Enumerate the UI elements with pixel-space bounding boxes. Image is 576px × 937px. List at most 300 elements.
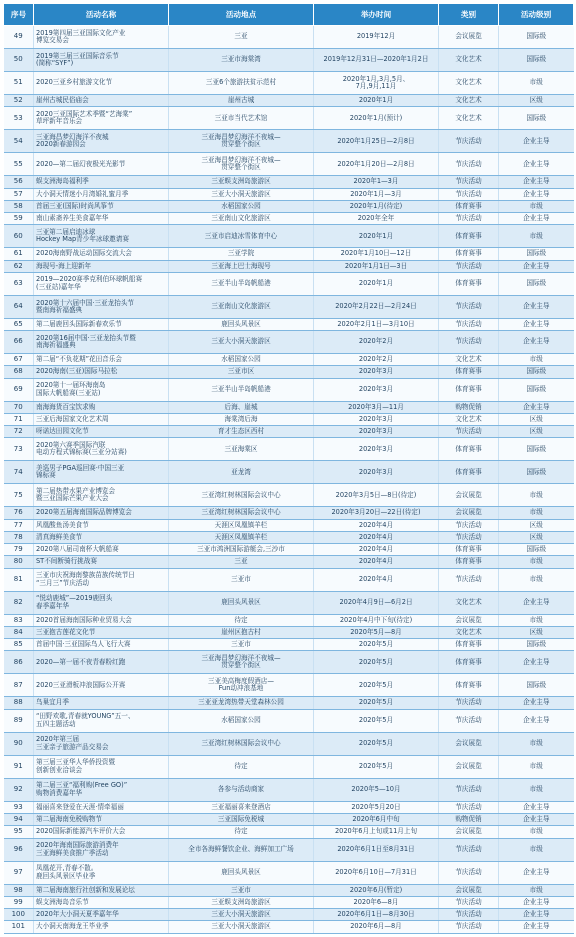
cell-event-name: 蜈支洲海岛音乐节 bbox=[34, 896, 169, 908]
cell-index: 91 bbox=[4, 755, 34, 778]
cell-location: 三亚海上巴士海现号 bbox=[169, 260, 314, 272]
cell-level: 企业主导 bbox=[499, 921, 574, 934]
table-row bbox=[4, 176, 574, 188]
cell-date: 2020年2月 bbox=[314, 354, 439, 366]
cell-event-name: 2020第十一届环海南岛 国际大帆船赛(三亚站) bbox=[34, 378, 169, 401]
cell-event-name: 2019第三届三亚国际音乐节 (简称“SYF”) bbox=[34, 49, 169, 72]
cell-index: 71 bbox=[4, 413, 34, 425]
cell-index: 85 bbox=[4, 639, 34, 651]
table-row bbox=[4, 639, 574, 651]
cell-category: 会议展览 bbox=[439, 826, 499, 838]
cell-event-name: 2020年第三届 三亚亲子旅游产品交易会 bbox=[34, 732, 169, 755]
cell-level: 市级 bbox=[499, 72, 574, 95]
cell-location: 三亚亚龙湾热带天堂森林公园 bbox=[169, 697, 314, 709]
cell-index: 92 bbox=[4, 778, 34, 801]
cell-category: 体育赛事 bbox=[439, 674, 499, 697]
cell-index: 69 bbox=[4, 378, 34, 401]
table-row bbox=[4, 331, 574, 354]
table-row bbox=[4, 519, 574, 531]
cell-index: 74 bbox=[4, 461, 34, 484]
cell-level: 企业主导 bbox=[499, 153, 574, 176]
cell-level: 企业主导 bbox=[499, 176, 574, 188]
table-row bbox=[4, 248, 574, 260]
cell-event-name: 首届三亚(国际)时尚风筝节 bbox=[34, 200, 169, 212]
cell-date: 2020年6—8月 bbox=[314, 896, 439, 908]
cell-level: 企业主导 bbox=[499, 591, 574, 614]
cell-date: 2020年5月 bbox=[314, 697, 439, 709]
table-row bbox=[4, 651, 574, 674]
cell-date: 2020年1月(预计) bbox=[314, 107, 439, 130]
cell-index: 86 bbox=[4, 651, 34, 674]
table-row bbox=[4, 531, 574, 543]
table-row bbox=[4, 188, 574, 200]
cell-index: 70 bbox=[4, 401, 34, 413]
cell-index: 80 bbox=[4, 556, 34, 568]
cell-location: 天涯区凤凰镇羊栏 bbox=[169, 531, 314, 543]
cell-event-name: 三亚抱古莲花文化节 bbox=[34, 626, 169, 638]
cell-category: 文化艺术 bbox=[439, 107, 499, 130]
cell-index: 94 bbox=[4, 814, 34, 826]
table-row bbox=[4, 107, 574, 130]
cell-event-name: 美巡男子PGA巡回赛·中国三亚 锦标赛 bbox=[34, 461, 169, 484]
cell-location: 育才生态区西村 bbox=[169, 426, 314, 438]
cell-index: 73 bbox=[4, 438, 34, 461]
cell-event-name: 大小洞天情迷小月湾婚礼蜜月季 bbox=[34, 188, 169, 200]
cell-category: 体育赛事 bbox=[439, 366, 499, 378]
cell-date: 2020年5月 bbox=[314, 732, 439, 755]
cell-index: 87 bbox=[4, 674, 34, 697]
cell-level: 国际级 bbox=[499, 639, 574, 651]
cell-index: 56 bbox=[4, 176, 34, 188]
table-row bbox=[4, 401, 574, 413]
cell-level: 企业主导 bbox=[499, 651, 574, 674]
cell-event-name: 2020第五届海南国际品牌博览会 bbox=[34, 507, 169, 519]
cell-level: 国际级 bbox=[499, 26, 574, 49]
cell-event-name: 第三届三亚华人华侨投资暨 创新创业洽谈会 bbox=[34, 755, 169, 778]
cell-level: 企业主导 bbox=[499, 260, 574, 272]
cell-event-name: 海现号-海上迎新年 bbox=[34, 260, 169, 272]
cell-category: 文化艺术 bbox=[439, 413, 499, 425]
header-level: 活动级别 bbox=[499, 4, 574, 26]
cell-location: 三亚蜈支洲岛旅游区 bbox=[169, 176, 314, 188]
cell-level: 市级 bbox=[499, 826, 574, 838]
cell-event-name: 大小洞天南海龙王毕业季 bbox=[34, 921, 169, 934]
cell-level: 区级 bbox=[499, 426, 574, 438]
cell-index: 75 bbox=[4, 484, 34, 507]
table-row bbox=[4, 755, 574, 778]
cell-index: 53 bbox=[4, 107, 34, 130]
cell-date: 2020年3月 bbox=[314, 366, 439, 378]
cell-index: 76 bbox=[4, 507, 34, 519]
cell-date: 2020年5月 bbox=[314, 755, 439, 778]
cell-category: 节庆活动 bbox=[439, 896, 499, 908]
table-row bbox=[4, 225, 574, 248]
cell-index: 61 bbox=[4, 248, 34, 260]
cell-index: 93 bbox=[4, 801, 34, 813]
cell-date: 2020年4月 bbox=[314, 544, 439, 556]
cell-index: 58 bbox=[4, 200, 34, 212]
cell-index: 50 bbox=[4, 49, 34, 72]
cell-category: 节庆活动 bbox=[439, 861, 499, 884]
cell-level: 国际级 bbox=[499, 461, 574, 484]
cell-event-name: 2020年海南国际旅游消费年 三亚海鲜美食推广季活动 bbox=[34, 838, 169, 861]
cell-level: 市级 bbox=[499, 884, 574, 896]
cell-location: 三亚市启迪冰雪体育中心 bbox=[169, 225, 314, 248]
table-row bbox=[4, 838, 574, 861]
table-row bbox=[4, 614, 574, 626]
table-row bbox=[4, 213, 574, 225]
header-index: 序号 bbox=[4, 4, 34, 26]
cell-date: 2020年2月22日—2月24日 bbox=[314, 295, 439, 318]
cell-location: 各参与活动商家 bbox=[169, 778, 314, 801]
cell-index: 78 bbox=[4, 531, 34, 543]
cell-location: 三亚 bbox=[169, 556, 314, 568]
cell-event-name: ST不间断骑行挑战赛 bbox=[34, 556, 169, 568]
header-category: 类别 bbox=[439, 4, 499, 26]
cell-date: 2020年5月 bbox=[314, 651, 439, 674]
cell-location: 三亚美高梅度假酒店— Fun动冲浪基地 bbox=[169, 674, 314, 697]
cell-event-name: 2020海南(三亚)国际马拉松 bbox=[34, 366, 169, 378]
cell-category: 节庆活动 bbox=[439, 568, 499, 591]
cell-date: 2020年3月 bbox=[314, 461, 439, 484]
cell-level: 国际级 bbox=[499, 366, 574, 378]
table-row bbox=[4, 909, 574, 921]
cell-level: 企业主导 bbox=[499, 213, 574, 225]
cell-event-name: 崖州古城民俗庙会 bbox=[34, 95, 169, 107]
cell-level: 企业主导 bbox=[499, 188, 574, 200]
cell-level: 企业主导 bbox=[499, 861, 574, 884]
cell-category: 会议展览 bbox=[439, 732, 499, 755]
cell-index: 67 bbox=[4, 354, 34, 366]
cell-date: 2020年3月 bbox=[314, 413, 439, 425]
cell-location: 三亚南山文化旅游区 bbox=[169, 213, 314, 225]
cell-index: 64 bbox=[4, 295, 34, 318]
cell-event-name: 2020三亚乡村旅游文化节 bbox=[34, 72, 169, 95]
cell-level: 国际级 bbox=[499, 544, 574, 556]
cell-date: 2020年1月 bbox=[314, 95, 439, 107]
cell-date: 2020年1月1日—3日 bbox=[314, 260, 439, 272]
cell-event-name: 2020三亚国际艺术季暨“艺海棠” 草坪新年音乐会 bbox=[34, 107, 169, 130]
cell-level: 区级 bbox=[499, 531, 574, 543]
cell-level: 市级 bbox=[499, 354, 574, 366]
table-row bbox=[4, 49, 574, 72]
table-row bbox=[4, 674, 574, 697]
cell-category: 文化艺术 bbox=[439, 95, 499, 107]
cell-level: 企业主导 bbox=[499, 814, 574, 826]
cell-category: 节庆活动 bbox=[439, 921, 499, 934]
table-row bbox=[4, 732, 574, 755]
cell-index: 82 bbox=[4, 591, 34, 614]
table-row bbox=[4, 95, 574, 107]
cell-location: 三亚 bbox=[169, 26, 314, 49]
cell-location: 待定 bbox=[169, 755, 314, 778]
cell-category: 文化艺术 bbox=[439, 591, 499, 614]
cell-category: 节庆活动 bbox=[439, 331, 499, 354]
cell-category: 体育赛事 bbox=[439, 225, 499, 248]
cell-index: 95 bbox=[4, 826, 34, 838]
cell-date: 2019年12月31日—2020年1月2日 bbox=[314, 49, 439, 72]
cell-location: 三亚市 bbox=[169, 568, 314, 591]
cell-index: 90 bbox=[4, 732, 34, 755]
cell-event-name: 第二届鹿回头国际新春欢乐节 bbox=[34, 318, 169, 330]
cell-event-name: 第二届“不负花期”花田音乐会 bbox=[34, 354, 169, 366]
table-row bbox=[4, 697, 574, 709]
table-row bbox=[4, 72, 574, 95]
table-header-row bbox=[4, 4, 574, 26]
cell-level: 市级 bbox=[499, 778, 574, 801]
cell-event-name: 2019第四届三亚国际文化产业 博览交易会 bbox=[34, 26, 169, 49]
cell-category: 节庆活动 bbox=[439, 838, 499, 861]
cell-event-name: “悦动鹿城”—2019鹿回头 春季嘉年华 bbox=[34, 591, 169, 614]
cell-category: 节庆活动 bbox=[439, 176, 499, 188]
cell-index: 59 bbox=[4, 213, 34, 225]
table-row bbox=[4, 861, 574, 884]
cell-location: 崖州区抱古村 bbox=[169, 626, 314, 638]
cell-event-name: 清真海鲜美食节 bbox=[34, 531, 169, 543]
cell-date: 2020年5月20日 bbox=[314, 801, 439, 813]
table-row bbox=[4, 884, 574, 896]
table-row bbox=[4, 801, 574, 813]
cell-event-name: 三亚后海国家文化艺术周 bbox=[34, 413, 169, 425]
cell-level: 市级 bbox=[499, 556, 574, 568]
cell-event-name: 2020年大小洞天夏季嘉年华 bbox=[34, 909, 169, 921]
cell-event-name: 福丽喜来登爱在天涯·情牵福丽 bbox=[34, 801, 169, 813]
cell-date: 2020年4月 bbox=[314, 531, 439, 543]
table-row bbox=[4, 426, 574, 438]
cell-level: 市级 bbox=[499, 755, 574, 778]
cell-index: 83 bbox=[4, 614, 34, 626]
cell-location: 三亚市区 bbox=[169, 366, 314, 378]
cell-level: 市级 bbox=[499, 200, 574, 212]
table-row bbox=[4, 709, 574, 732]
table-row bbox=[4, 295, 574, 318]
cell-date: 2020年4月 bbox=[314, 556, 439, 568]
cell-category: 体育赛事 bbox=[439, 639, 499, 651]
cell-date: 2020年4月中下旬(待定) bbox=[314, 614, 439, 626]
cell-level: 企业主导 bbox=[499, 909, 574, 921]
cell-category: 体育赛事 bbox=[439, 544, 499, 556]
cell-date: 2020年2月 bbox=[314, 331, 439, 354]
cell-level: 区级 bbox=[499, 626, 574, 638]
cell-event-name: 2020国际新能源汽车评价大会 bbox=[34, 826, 169, 838]
cell-event-name: 南山素斋养生美食嘉年华 bbox=[34, 213, 169, 225]
cell-index: 49 bbox=[4, 26, 34, 49]
cell-location: 鹿回头风景区 bbox=[169, 861, 314, 884]
cell-category: 节庆活动 bbox=[439, 318, 499, 330]
cell-event-name: 2020第16届中国·三亚龙抬头节暨 南海祈福盛典 bbox=[34, 331, 169, 354]
cell-location: 三亚海昌梦幻海洋不夜城— 贯穿整个街区 bbox=[169, 153, 314, 176]
cell-category: 节庆活动 bbox=[439, 426, 499, 438]
cell-level: 企业主导 bbox=[499, 318, 574, 330]
cell-event-name: 三亚海昌梦幻海洋不夜城 2020新春游园会 bbox=[34, 130, 169, 153]
cell-location: 后海、崖城 bbox=[169, 401, 314, 413]
cell-level: 企业主导 bbox=[499, 801, 574, 813]
cell-index: 55 bbox=[4, 153, 34, 176]
cell-location: 亚龙湾 bbox=[169, 461, 314, 484]
cell-date: 2020年6月1日至8月31日 bbox=[314, 838, 439, 861]
cell-event-name: 鸟巢宜月季 bbox=[34, 697, 169, 709]
cell-index: 77 bbox=[4, 519, 34, 531]
cell-level: 国际级 bbox=[499, 378, 574, 401]
cell-level: 企业主导 bbox=[499, 295, 574, 318]
cell-date: 2020年1月20日—2月8日 bbox=[314, 153, 439, 176]
cell-event-name: 第二届热带水果产业博览会 暨三亚国际芒果产业大会 bbox=[34, 484, 169, 507]
table-body bbox=[4, 26, 574, 934]
cell-level: 企业主导 bbox=[499, 331, 574, 354]
cell-category: 会议展览 bbox=[439, 614, 499, 626]
cell-date: 2020年3月 bbox=[314, 438, 439, 461]
cell-category: 文化艺术 bbox=[439, 49, 499, 72]
cell-date: 2020年3月 bbox=[314, 378, 439, 401]
cell-event-name: 三亚第二届启迪冰球 Hockey Map青少年冰球邀请赛 bbox=[34, 225, 169, 248]
cell-location: 三亚湾红树林国际会议中心 bbox=[169, 732, 314, 755]
cell-event-name: 蜈支洲海岛福利季 bbox=[34, 176, 169, 188]
cell-index: 97 bbox=[4, 861, 34, 884]
cell-location: 鹿回头风景区 bbox=[169, 318, 314, 330]
header-location: 活动地点 bbox=[169, 4, 314, 26]
cell-category: 体育赛事 bbox=[439, 378, 499, 401]
cell-location: 待定 bbox=[169, 614, 314, 626]
table-row bbox=[4, 484, 574, 507]
cell-category: 会议展览 bbox=[439, 26, 499, 49]
cell-location: 三亚6个旅游扶贫示范村 bbox=[169, 72, 314, 95]
cell-category: 会议展览 bbox=[439, 884, 499, 896]
cell-location: 三亚湾红树林国际会议中心 bbox=[169, 507, 314, 519]
cell-category: 节庆活动 bbox=[439, 697, 499, 709]
cell-event-name: 三亚市庆祝海南黎族苗族传统节日 “三月三”节庆活动 bbox=[34, 568, 169, 591]
table-row bbox=[4, 26, 574, 49]
cell-level: 区级 bbox=[499, 95, 574, 107]
table-row bbox=[4, 778, 574, 801]
cell-index: 99 bbox=[4, 896, 34, 908]
cell-location: 三亚大小洞天旅游区 bbox=[169, 909, 314, 921]
table-row bbox=[4, 626, 574, 638]
cell-index: 101 bbox=[4, 921, 34, 934]
cell-date: 2020年1月,3月,5月、 7月,9月,11月 bbox=[314, 72, 439, 95]
cell-category: 文化艺术 bbox=[439, 354, 499, 366]
table-row bbox=[4, 544, 574, 556]
cell-index: 68 bbox=[4, 366, 34, 378]
cell-date: 2019年12月 bbox=[314, 26, 439, 49]
cell-index: 84 bbox=[4, 626, 34, 638]
cell-date: 2020年6月中旬 bbox=[314, 814, 439, 826]
cell-date: 2020年1月—3月 bbox=[314, 188, 439, 200]
cell-category: 节庆活动 bbox=[439, 188, 499, 200]
cell-level: 市级 bbox=[499, 225, 574, 248]
cell-location: 三亚国际免税城 bbox=[169, 814, 314, 826]
cell-date: 2020年1月 bbox=[314, 225, 439, 248]
cell-date: 2020年全年 bbox=[314, 213, 439, 225]
cell-date: 2020年6月1日—8月30日 bbox=[314, 909, 439, 921]
cell-index: 98 bbox=[4, 884, 34, 896]
cell-event-name: 第二届海南免税购物节 bbox=[34, 814, 169, 826]
cell-index: 60 bbox=[4, 225, 34, 248]
cell-category: 节庆活动 bbox=[439, 295, 499, 318]
cell-index: 57 bbox=[4, 188, 34, 200]
cell-level: 国际级 bbox=[499, 674, 574, 697]
cell-event-name: 2020首届海南国际种业贸易大会 bbox=[34, 614, 169, 626]
cell-index: 66 bbox=[4, 331, 34, 354]
cell-location: 三亚大小洞天旅游区 bbox=[169, 921, 314, 934]
cell-date: 2020年4月9日—6月2日 bbox=[314, 591, 439, 614]
cell-category: 体育赛事 bbox=[439, 200, 499, 212]
cell-level: 市级 bbox=[499, 568, 574, 591]
cell-location: 三亚蜈支洲岛旅游区 bbox=[169, 896, 314, 908]
cell-location: 三亚半山半岛帆船港 bbox=[169, 378, 314, 401]
cell-location: 三亚半山半岛帆船港 bbox=[169, 272, 314, 295]
cell-location: 三亚海昌梦幻海洋不夜城— 贯穿整个街区 bbox=[169, 130, 314, 153]
cell-event-name: 呀诺达田园文化节 bbox=[34, 426, 169, 438]
table-row bbox=[4, 272, 574, 295]
cell-event-name: 2020—第二届幻夜极光光影节 bbox=[34, 153, 169, 176]
table-row bbox=[4, 366, 574, 378]
cell-index: 96 bbox=[4, 838, 34, 861]
table-row bbox=[4, 438, 574, 461]
header-date: 举办时间 bbox=[314, 4, 439, 26]
table-row bbox=[4, 461, 574, 484]
table-row bbox=[4, 354, 574, 366]
cell-event-name: 风凰酸鱼汤美食节 bbox=[34, 519, 169, 531]
cell-index: 79 bbox=[4, 544, 34, 556]
cell-event-name: 凤凰花开,青春不散。 鹿回头风景区毕业季 bbox=[34, 861, 169, 884]
cell-event-name: 第二届海南旅行社创新和发展论坛 bbox=[34, 884, 169, 896]
cell-location: 三亚市鸿洲国际游艇会,三沙市 bbox=[169, 544, 314, 556]
table-row bbox=[4, 568, 574, 591]
cell-event-name: 2020海南野战运动国际交流大会 bbox=[34, 248, 169, 260]
cell-level: 区级 bbox=[499, 519, 574, 531]
cell-category: 购物促销 bbox=[439, 401, 499, 413]
cell-location: 天涯区凤凰镇羊栏 bbox=[169, 519, 314, 531]
cell-index: 63 bbox=[4, 272, 34, 295]
cell-date: 2020年6月上旬或11月上旬 bbox=[314, 826, 439, 838]
cell-date: 2020年3月—11月 bbox=[314, 401, 439, 413]
cell-index: 72 bbox=[4, 426, 34, 438]
cell-category: 体育赛事 bbox=[439, 651, 499, 674]
cell-event-name: 2019—2020赛季克利伯环球帆船赛 (三亚站)嘉年华 bbox=[34, 272, 169, 295]
cell-location: 鹿回头风景区 bbox=[169, 591, 314, 614]
cell-location: 三亚学院 bbox=[169, 248, 314, 260]
cell-location: 三亚福丽喜来登酒店 bbox=[169, 801, 314, 813]
cell-date: 2020年1月10日—12日 bbox=[314, 248, 439, 260]
cell-level: 企业主导 bbox=[499, 896, 574, 908]
cell-location: 三亚南山文化旅游区 bbox=[169, 295, 314, 318]
cell-event-name: 2020—第一届不夜青春粉红跑 bbox=[34, 651, 169, 674]
cell-category: 会议展览 bbox=[439, 755, 499, 778]
cell-level: 国际级 bbox=[499, 272, 574, 295]
cell-location: 三亚海棠区 bbox=[169, 438, 314, 461]
cell-category: 节庆活动 bbox=[439, 260, 499, 272]
cell-index: 52 bbox=[4, 95, 34, 107]
cell-category: 节庆活动 bbox=[439, 801, 499, 813]
cell-level: 市级 bbox=[499, 484, 574, 507]
cell-date: 2020年5月 bbox=[314, 709, 439, 732]
cell-location: 三亚市海棠湾 bbox=[169, 49, 314, 72]
cell-index: 51 bbox=[4, 72, 34, 95]
cell-date: 2020年4月 bbox=[314, 568, 439, 591]
cell-location: 三亚湾红树林国际会议中心 bbox=[169, 484, 314, 507]
cell-level: 区级 bbox=[499, 413, 574, 425]
cell-category: 节庆活动 bbox=[439, 519, 499, 531]
cell-category: 节庆活动 bbox=[439, 213, 499, 225]
cell-event-name: 第二届三亚“福利购(Free GO)” 购物消费嘉年华 bbox=[34, 778, 169, 801]
cell-location: 全市各海鲜餐饮企业、海鲜加工广场 bbox=[169, 838, 314, 861]
cell-category: 节庆活动 bbox=[439, 709, 499, 732]
cell-level: 市级 bbox=[499, 732, 574, 755]
cell-index: 54 bbox=[4, 130, 34, 153]
table-row bbox=[4, 413, 574, 425]
cell-location: 三亚市 bbox=[169, 884, 314, 896]
cell-date: 2020年2月1日—3月10日 bbox=[314, 318, 439, 330]
